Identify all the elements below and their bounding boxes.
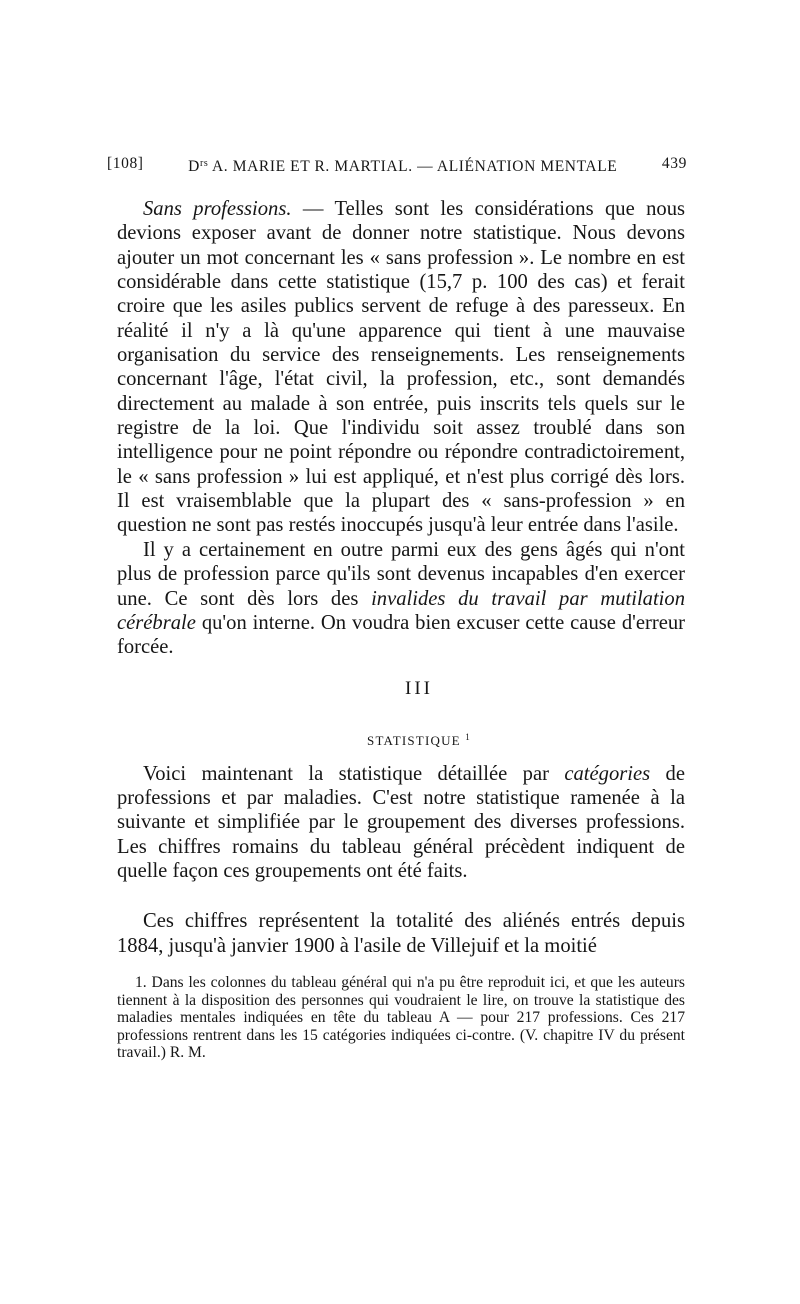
paragraph-ces-chiffres: Ces chiffres représentent la totalité des aliénés entrés depuis 1884, jusqu'à janvier 1900 à l'asile de Villejuif et la moitié (117, 910, 685, 957)
book-page (107, 152, 687, 1078)
paragraph-text-after: de professions et par maladies. C'est notre statistique ramenée à la suivante et simplifiée par le groupement des diverses professions. Les chiffres romains du tableau général précèdent indiquent de quelle façon ces groupements ont été faits. (117, 762, 685, 882)
authors-sup: rs (199, 158, 209, 169)
running-head-authors (188, 152, 617, 176)
paragraph-text-after: qu'on interne. On voudra bien excuser cette cause d'erreur forcée. (117, 611, 685, 659)
section-numeral: III (405, 677, 433, 699)
paragraph-statistique (117, 762, 685, 884)
section-title-text: STATISTIQUE (367, 732, 461, 748)
paragraph-text-before: Voici maintenant la statistique détaillée par (143, 762, 565, 785)
running-head (107, 152, 687, 176)
page-number: 439 (661, 155, 687, 172)
paragraph-lead-italic: Sans professions. (143, 198, 292, 220)
paragraph-italic: invalides du travail par mutilation cérébrale (117, 587, 685, 634)
paragraph-gens-ages (117, 538, 685, 660)
paragraph-text: — Telles sont les considérations que nous devions exposer avant de donner notre statistique. Nous devons ajouter un mot concernant les « sans profession ». Le nombre en est considérable dans cette statistique (15,7 p. 100 des cas) et ferait croire que les asiles publics servent de refuge à des paresseux. En réalité il n'y a là qu'une apparence qui tient à une mauvaise organisation du service des renseignements. Les renseignements concernant l'âge, l'état civil, la profession, etc., sont demandés directement au malade à son entrée, puis inscrits tels quels sur le registre de la loi. Que l'individu soit assez troublé dans son intelligence pour ne point répondre ou répondre contradictoirement, le « sans profession » lui est appliqué, et n'est plus corrigé dès lors. Il est vraisemblable que la plupart des « sans-profession » en question ne sont pas restés inoccupés jusqu'à leur entrée dans l'asile. (117, 198, 686, 537)
running-head-bracket-number: [108] (107, 155, 144, 172)
footnote: 1. Dans les colonnes du tableau général qui n'a pu être reproduit ici, et que les auteurs tiennent à la disposition des personnes qui voudraient le lire, on trouve la statistique des maladies mentales indiquées en tête du tableau A — pour 217 professions. Ces 217 professions rentrent dans les 15 catégories indiquées ci-contre. (V. chapitre IV du présent travail.) R. M. (117, 973, 685, 1062)
authors-prefix: D (188, 158, 200, 175)
paragraph-text-before: Il y a certainement en outre parmi eux des gens âgés qui n'ont plus de profession parce qu'ils sont devenus incapables d'en exercer une. Ce sont dès lors des (117, 538, 685, 610)
paragraph-sans-professions (117, 197, 685, 538)
authors-title: A. MARIE ET R. MARTIAL. — ALIÉNATION MENTALE (208, 158, 618, 175)
paragraph-italic: catégories (564, 762, 651, 785)
footnote-marker: 1 (465, 731, 471, 742)
section-title (117, 727, 685, 747)
